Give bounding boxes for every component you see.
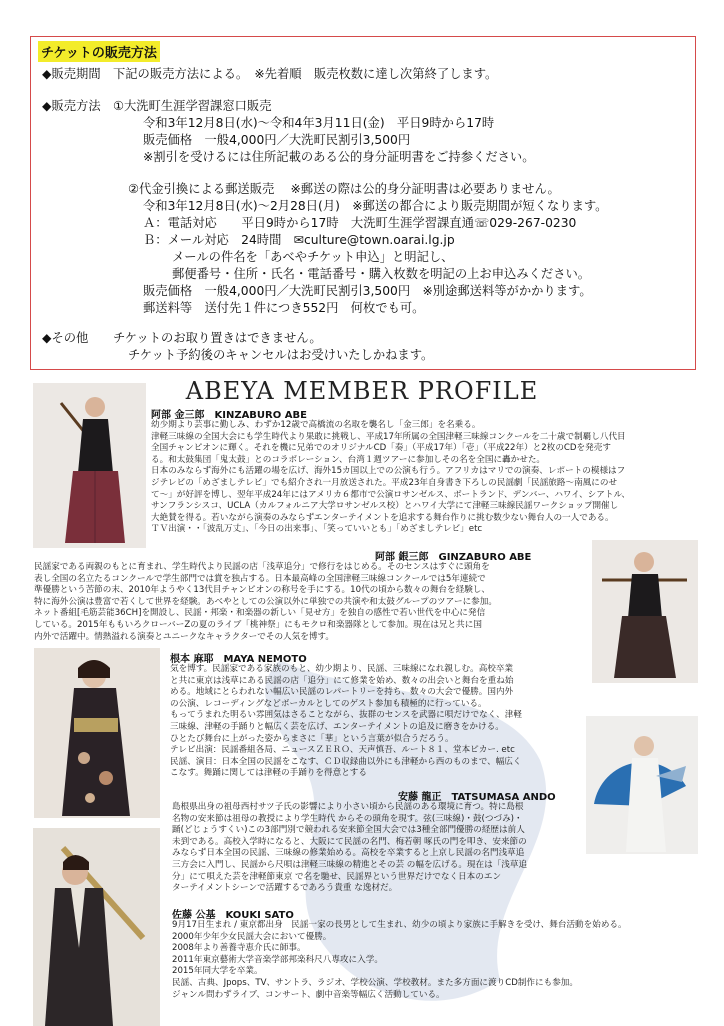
ticket-section-title: チケットの販売方法 <box>38 41 160 62</box>
other-line: ◆その他 チケットのお取り置きはできません。 <box>42 331 322 345</box>
window-sales-price: 販売価格 一般4,000円／大洗町民割引3,500円 <box>143 133 411 147</box>
email-details-note: 郵便番号・住所・氏名・電話番号・購入枚数を明記の上お申込みください。 <box>172 267 591 281</box>
photo-kinzaburo-abe <box>33 383 146 548</box>
member-bio-ginzaburo: 民謡家である両親のもとに育まれ、学生時代より民謡の店「浅草追分」で修行をはじめる。そのセンスはすぐに頭角を 表し全国の名立たるコンクールで学生部門では賞を独占する。日本最高峰の全国津軽三味線コンクールでは5年連続で 準優勝という苦節の末、2010年ようやく13代目チャンピオンの称号を手にする。10代の頃から数々の舞台を経験し、 特に海外公演は豊富で若くして世界を経験。あべやとしての公演以外に単独での共演や和太鼓グループのツアーに参加。 ネット番組[毛筋芸能36CH]を開設し、民謡・邦楽・和楽器の新しい「見せ方」を独自の感性で若い世代を中心に発信 している。2015年ももいろクローバーZの夏のライブ「桃神祭」にもモクロ和楽器隊として参加。現在は兄と共に国 内外で活躍中。情熱溢れる演奏とユニークなキャラクターでその人気を博す。 <box>34 562 497 642</box>
discount-note: ※割引を受けるには住所記載のある公的身分証明書をご持参ください。 <box>143 150 535 164</box>
member-bio-tatsumasa: 島根県出身の祖母西村サツ子氏の影響により小さい頃から民謡のある環境に育つ。特に島根 名物の安来節は祖母の教授により学生時代 からその頭角を現す。弦(三味線)・鼓(つづみ)・ 踊(どじょうすくい)この3部門別で競われる安来節全国大会では3種全部門優勝の経歴は前人 未到である。高校入学時になると、大阪にて民謡の名門、梅若朝 啄氏の門を叩き、安来節の みならず日本全国の民謡、三味線の修業始める。高校を卒業すると上京し民謡の名門浅草追 三方会に入門し、民謡から尺唄は津軽三味線の精進とその芸 の幅を広げる。現在は「浅草追 分」にて唄えた芸を津軽節東京 で名を馳せ、民謡界という世界だけでなく日本のエン ターテイメントシーンで活躍するであろう貴重 な逸材だ。 <box>172 802 528 894</box>
member-name-tatsumasa: 安藤 龍正 TATSUMASA ANDO <box>398 792 556 803</box>
postage-note: 郵送料等 送付先１件につき552円 何枚でも可。 <box>143 301 425 315</box>
sales-method-line: ◆販売方法 ①大洗町生涯学習課窓口販売 <box>42 99 272 113</box>
photo-ginzaburo-abe <box>592 540 698 683</box>
email-order: Ｂ：メール対応 24時間 ✉culture@town.oarai.lg.jp <box>143 233 455 247</box>
photo-tatsumasa-ando <box>586 716 698 854</box>
phone-order: Ａ：電話対応 平日9時から17時 大洗町生涯学習課直通☏029-267-0230 <box>143 216 577 230</box>
member-name-maya: 根本 麻耶 MAYA NEMOTO <box>170 654 307 665</box>
member-bio-kinzaburo: 幼少期より芸事に勤しみ、わずか12歳で高橋流の名取を襲名し「金三郎」を名乗る。 津軽三味線の全国大会にも学生時代より果敢に挑戦し、平成17年所属の全国津軽三味線コンクールを二十歳で制覇し八代目 全国チャンピオンに輝く。それを機に兄弟でのオリジナルCD「奏」（平成17年）「壱」（平成22年）と2枚のCDを発売す る。和太鼓集団「鬼太鼓」とのコラボレーション、台湾１週ツアーに参加しその名を全国に轟かせた。 日本のみならず海外にも活躍の場を広げ、海外15カ国以上での公演も行う。アフリカはマリでの演奏、レポートの模様はフ ジテレビの「めざましテレビ」でも紹介され一月放送された。平成23年自身書き下ろしの民謡劇「民謡旅路～南風にのせ て～」が好評を博し、翌年平成24年にはアメリカ６都市で公演ロサンゼルス、ボートランド、デンバー、ハワイ、シアトル、 サンフランシスコ、UCLA（カルフォルニア大学ロサンゼルス校）とハワイ大学にて津軽三味線民謡ワークショップ開催し 大絶賛を得る。若いながら演奏のみならずエンターテイメントを追求する舞台作りに挑む数少ない舞台人の一人である。 ＴＶ出演・・「波乱万丈」、「今日の出来事」、「笑っていいとも」「めざましテレビ」etc <box>151 420 630 535</box>
member-bio-kouki: 9月17日生まれ / 東京都出身 民謡一家の長男として生まれ、幼少の頃より家族に手解きを受け、舞台活動を始める。 2000年少年少女民謡大会において優勝。 2008年より善養寺恵介氏に師事。 2011年東京藝術大学音楽学部邦楽科尺八専攻に入学。 2015年同大学を卒業。 民謡、古典、Jpops、TV、サントラ、ラジオ、学校公演、学校教材。また多方面に渡りCD制作にも参加。 ジャンル問わずライブ、コンサート、劇中音楽等幅広く活動している。 <box>172 920 627 1000</box>
mail-order-line: ②代金引換による郵送販売 ※郵送の際は公的身分証明書は必要ありません。 <box>128 182 560 196</box>
mail-order-price: 販売価格 一般4,000円／大洗町民割引3,500円 ※別途郵送料等がかかります。 <box>143 284 592 298</box>
member-name-kinzaburo: 阿部 金三郎 KINZABURO ABE <box>151 410 307 421</box>
photo-kouki-sato <box>33 828 160 1026</box>
member-bio-maya: 気を博す。民謡家である家族のもと、幼少期より、民謡、三味線になれ親しむ。高校卒業 と共に東京は浅草にある民謡の店「追分」にて修業を始め、数々の出会いと舞台を重ね始 める。地域にとらわれない幅広い民謡のレパートリーを持ち、数々の大会で優勝。国内外 の公演、レコーディングなどボーカルとしてのゲスト参加も積極的に行っている。 もってうまれた明るい雰囲気はさることながら、抜群のセンスを武器に唄だけでなく、津軽 三味線、津軽の手踊りと幅広く芸を広げ、エンターテイメントの追及に磨きをかける。 ひとたび舞台に上がった姿からまさに「華」という言葉が似合うだろう。 テレビ出演：民謡番組各局、ニュースＺＥＲＯ、天声慎吾、ルート８１、堂本ピカー. etc 民謡、演目：日本全国の民謡をこなす、ＣＤ収録曲以外にも津軽から西のものまで、幅広く こなす。舞踊に関しては津軽の手踊りを得意とする <box>170 664 522 779</box>
member-name-kouki: 佐藤 公基 KOUKI SATO <box>172 910 294 921</box>
photo-maya-nemoto <box>34 648 160 818</box>
profile-heading: ABEYA MEMBER PROFILE <box>185 377 539 405</box>
email-subject-note: メールの件名を「あべやチケット申込」と明記し、 <box>172 250 454 264</box>
window-sales-dates: 令和3年12月8日(水)～令和4年3月11日(金) 平日9時から17時 <box>143 116 495 130</box>
member-name-ginzaburo: 阿部 銀三郎 GINZABURO ABE <box>375 552 532 563</box>
cancel-note: チケット予約後のキャンセルはお受けいたしかねます。 <box>128 348 434 362</box>
mail-order-dates: 令和3年12月8日(水)～2月28日(月) ※郵送の都合により販売期間が短くなります。 <box>143 199 608 213</box>
sales-period-line: ◆販売期間 下記の販売方法による。 ※先着順 販売枚数に達し次第終了します。 <box>42 67 498 81</box>
